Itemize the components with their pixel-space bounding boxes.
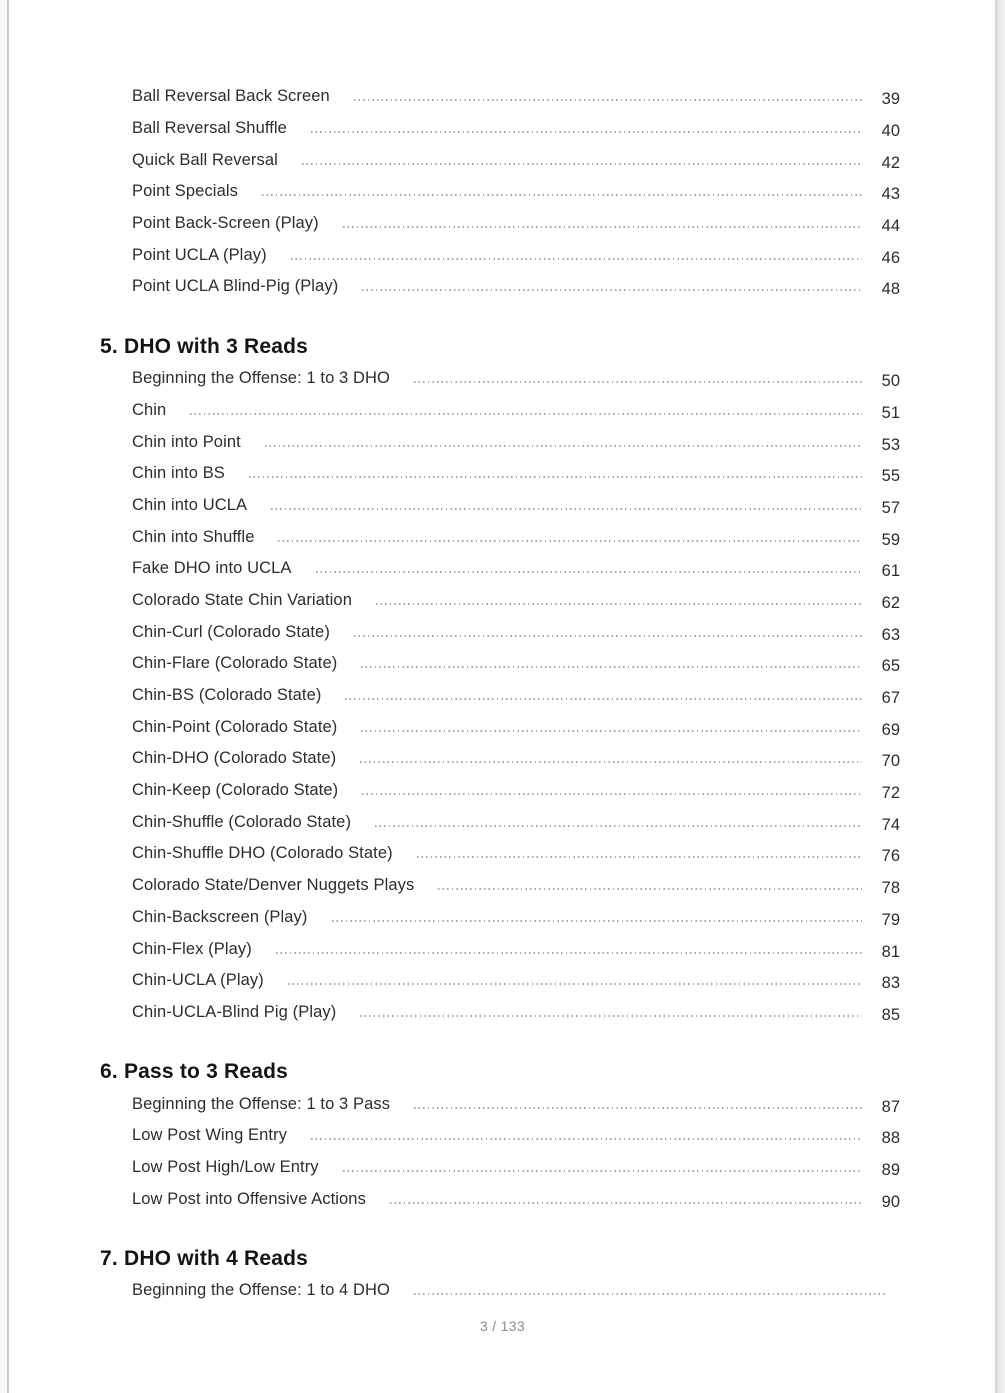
toc-entry[interactable] [0,239,1005,271]
dotted-leader [390,1202,862,1204]
dotted-leader [249,476,862,478]
toc-entry-label: Point UCLA (Play) [132,245,267,264]
toc-entry-page: 48 [881,280,900,299]
toc-entry[interactable] [0,870,1005,902]
dotted-leader [362,793,862,795]
dotted-leader [345,698,862,700]
dotted-leader [265,445,862,447]
toc-entry[interactable] [0,1120,1005,1152]
toc-entry-page: 74 [881,815,900,834]
dotted-leader [288,983,862,985]
toc-entry-label: Point Specials [132,182,238,201]
dotted-leader [414,1293,888,1295]
toc-entry[interactable] [0,81,1005,113]
dotted-leader [311,1138,862,1140]
toc-entry-page: 76 [881,847,900,866]
toc-entry[interactable] [0,271,1005,303]
toc-entry-page: 81 [881,942,900,961]
toc-entry-label: Beginning the Offense: 1 to 3 DHO [132,369,390,388]
toc-entry-page: 42 [881,153,900,172]
toc-entry-label: Point Back-Screen (Play) [132,214,319,233]
toc-entry-page: 55 [881,467,900,486]
dotted-leader [343,1170,862,1172]
toc-entry[interactable] [0,902,1005,934]
toc-entry[interactable] [0,208,1005,240]
toc-entry-page: 62 [881,593,900,612]
toc-entry-page: 78 [881,879,900,898]
toc-entry[interactable] [0,680,1005,712]
toc-entry[interactable] [0,997,1005,1029]
toc-entry-page: 40 [881,122,900,141]
toc-entry-page: 43 [881,185,900,204]
toc-entry[interactable] [0,648,1005,680]
toc-entry-label: Low Post into Offensive Actions [132,1189,366,1208]
toc-entry[interactable] [0,711,1005,743]
toc-entry[interactable] [0,553,1005,585]
dotted-leader [438,888,862,890]
dotted-leader [360,761,862,763]
toc-entry-page: 46 [881,248,900,267]
toc-entry[interactable] [0,458,1005,490]
toc-entry-label: Chin-Flare (Colorado State) [132,654,338,673]
toc-entry-label: Chin into UCLA [132,495,248,514]
toc-entry[interactable] [0,113,1005,145]
toc-entry[interactable] [0,775,1005,807]
dotted-leader [291,258,862,260]
toc-entry-label: Low Post High/Low Entry [132,1157,319,1176]
page-indicator: 3 / 133 [480,1318,525,1334]
dotted-leader [361,666,862,668]
dotted-leader [190,413,862,415]
toc-entry-label: Low Post Wing Entry [132,1126,288,1145]
toc-entry-page: 72 [881,784,900,803]
toc-entry-label: Chin-BS (Colorado State) [132,686,322,705]
toc-entry-label: Chin-Keep (Colorado State) [132,781,339,800]
toc-entry-page: 70 [881,752,900,771]
toc-entry[interactable] [0,363,1005,395]
dotted-leader [375,825,862,827]
toc-entry[interactable] [0,426,1005,458]
toc-entry-label: Chin-Shuffle (Colorado State) [132,812,352,831]
toc-entry-page: 63 [881,625,900,644]
section-heading: 7. DHO with 4 Reads [100,1247,309,1270]
toc-entry[interactable] [0,933,1005,965]
toc-entry-page: 79 [881,910,900,929]
dotted-leader [343,226,862,228]
dotted-leader [417,856,862,858]
toc-entry-label: Quick Ball Reversal [132,150,278,169]
toc-entry-label: Point UCLA Blind-Pig (Play) [132,277,339,296]
dotted-leader [332,920,862,922]
toc-entry-page: 65 [881,657,900,676]
toc-entry-label: Beginning the Offense: 1 to 4 DHO [132,1281,390,1300]
dotted-leader [360,1015,862,1017]
dotted-leader [311,131,862,133]
toc-entry-page: 89 [881,1160,900,1179]
toc-entry[interactable] [0,490,1005,522]
dotted-leader [361,730,862,732]
toc-entry-label: Chin into Shuffle [132,527,255,546]
toc-entry-label: Chin-UCLA-Blind Pig (Play) [132,1002,337,1021]
section-heading: 5. DHO with 3 Reads [100,334,309,358]
toc-entry[interactable] [0,838,1005,870]
dotted-leader [376,603,862,605]
toc-entry-page: 85 [881,1005,900,1024]
toc-entry-label: Beginning the Offense: 1 to 3 Pass [132,1094,391,1113]
toc-entry[interactable] [0,1183,1005,1215]
dotted-leader [271,508,862,510]
toc-entry-page: 39 [881,90,900,109]
toc-entry-page: 69 [881,720,900,739]
toc-entry[interactable] [0,521,1005,553]
toc-entry-page: 44 [881,217,900,236]
toc-entry-label: Ball Reversal Shuffle [132,119,287,138]
toc-entry-label: Ball Reversal Back Screen [132,87,330,106]
toc-entry-label: Chin-Shuffle DHO (Colorado State) [132,844,393,863]
dotted-leader [302,163,862,165]
toc-entry-page: 88 [881,1129,900,1148]
toc-entry[interactable] [0,1088,1005,1120]
toc-entry-label: Chin-Curl (Colorado State) [132,622,330,641]
toc-entry[interactable] [0,144,1005,176]
toc-entry-label: Chin-Backscreen (Play) [132,907,308,926]
dotted-leader [316,571,862,573]
toc-entry-page: 83 [881,974,900,993]
toc-entry-page: 87 [881,1097,900,1116]
dotted-leader [276,952,862,954]
section-heading: 6. Pass to 3 Reads [100,1060,289,1084]
dotted-leader [414,1107,862,1109]
toc-entry[interactable] [0,743,1005,775]
dotted-leader [362,289,862,291]
toc-entry[interactable] [0,585,1005,617]
dotted-leader [262,194,862,196]
toc-entry-page: 67 [881,689,900,708]
toc-entry-label: Colorado State Chin Variation [132,590,352,609]
toc-entry-page: 53 [881,435,900,454]
dotted-leader [354,635,862,637]
toc-entry-page: 61 [881,562,900,581]
toc-entry-label: Chin-Flex (Play) [132,939,252,958]
dotted-leader [354,99,862,101]
toc-entry-label: Chin into BS [132,464,225,483]
toc-entry[interactable] [0,1152,1005,1184]
toc-entry[interactable] [0,806,1005,838]
toc-entry[interactable] [0,1275,1005,1307]
toc-entry[interactable] [0,965,1005,997]
toc-entry-label: Chin-UCLA (Play) [132,971,264,990]
toc-entry-page: 59 [881,530,900,549]
toc-entry[interactable] [0,395,1005,427]
dotted-leader [414,381,862,383]
toc-entry-page: 50 [881,372,900,391]
toc-entry[interactable] [0,616,1005,648]
toc-entry-page: 51 [881,403,900,422]
toc-entry-label: Chin-DHO (Colorado State) [132,749,337,768]
toc-entry-label: Chin into Point [132,432,241,451]
toc-entry-page: 57 [881,498,900,517]
toc-entry-label: Colorado State/Denver Nuggets Plays [132,876,415,895]
toc-entry-page: 90 [881,1192,900,1211]
dotted-leader [278,540,862,542]
toc-entry-label: Chin [132,400,167,419]
toc-entry-label: Fake DHO into UCLA [132,559,292,578]
toc-entry-label: Chin-Point (Colorado State) [132,717,338,736]
toc-entry[interactable] [0,176,1005,208]
